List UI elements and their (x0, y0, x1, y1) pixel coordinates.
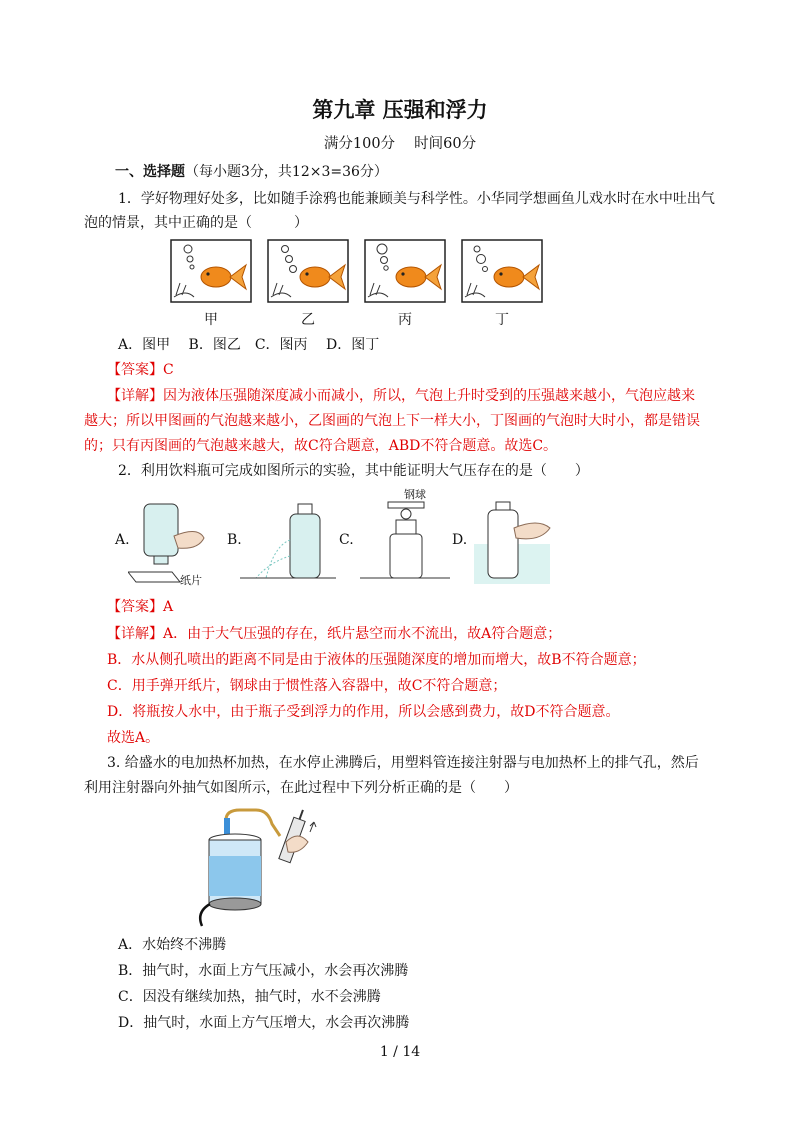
paper-label: 纸片 (180, 574, 202, 587)
q1-answer: 【答案】C (107, 362, 174, 378)
fish-drawing-jia (170, 239, 252, 303)
fig-label-jia: 甲 (204, 312, 218, 328)
q2-conclusion: 故选A。 (107, 730, 160, 746)
page-title: 第九章 压强和浮力 (312, 98, 488, 122)
q2-explain-a: 【详解】A．由于大气压强的存在，纸片悬空而水不流出，故A符合题意； (107, 626, 562, 642)
bottle-steel-ball-drawing (360, 498, 450, 584)
q1-explain-line3: 的；只有丙图画的气泡越来越大，故C符合题意，ABD不符合题意。故选C。 (84, 438, 558, 454)
q2-label-d: D. (452, 532, 468, 548)
fish-drawing-yi (267, 239, 349, 303)
q2-stem: 2．利用饮料瓶可完成如图所示的实验，其中能证明大气压存在的是（ ） (118, 463, 589, 479)
q2-label-a: A. (115, 532, 130, 548)
fish-drawing-ding (461, 239, 543, 303)
heating-cup-syringe-drawing (196, 804, 326, 928)
q2-label-c: C. (339, 532, 354, 548)
q3-option-b: B．抽气时，水面上方气压减小，水会再次沸腾 (118, 963, 409, 979)
q1-explain-line2: 越大；所以甲图画的气泡越来越小，乙图画的气泡上下一样大小，丁图画的气泡时大时小，都是错误 (84, 413, 700, 429)
q1-options: A．图甲 B．图乙 C．图丙 D．图丁 (118, 337, 380, 353)
q2-label-b: B. (227, 532, 242, 548)
page-subtitle: 满分100分 时间60分 (323, 136, 477, 152)
steel-ball-label: 钢球 (404, 488, 426, 501)
fig-label-yi: 乙 (301, 312, 315, 328)
q2-explain-c: C．用手弹开纸片，钢球由于惯性落入容器中，故C不符合题意； (107, 678, 507, 694)
q3-stem-line2: 利用注射器向外抽气如图所示，在此过程中下列分析正确的是（ ） (84, 780, 518, 796)
q3-option-c: C．因没有继续加热，抽气时，水不会沸腾 (118, 989, 381, 1005)
q3-option-a: A．水始终不沸腾 (118, 937, 227, 953)
fig-label-bing: 丙 (398, 312, 412, 328)
q1-stem-line1: 1．学好物理好处多，比如随手涂鸦也能兼顾美与科学性。小华同学想画鱼儿戏水时在水中吐出气 (118, 191, 715, 207)
q3-stem-line1: 3. 给盛水的电加热杯加热，在水停止沸腾后，用塑料管连接注射器与电加热杯上的排气孔，然后 (107, 755, 699, 771)
bottle-side-holes-drawing (240, 500, 336, 584)
q2-explain-d: D．将瓶按人水中，由于瓶子受到浮力的作用，所以会感到费力，故D不符合题意。 (107, 704, 620, 720)
section-heading (115, 162, 388, 182)
section-title: 一、选择题 (115, 164, 185, 180)
q2-explain-b: B．水从侧孔喷出的距离不同是由于液体的压强随深度的增加而增大，故B不符合题意； (107, 652, 646, 668)
section-note: （每小题3分，共12×3=36分） (185, 164, 388, 180)
q1-explain-line1: 【详解】因为液体压强随深度减小而减小，所以，气泡上升时受到的压强越来越小，气泡应越来 (107, 388, 695, 404)
bottle-pressed-water-drawing (470, 498, 554, 586)
q2-answer: 【答案】A (107, 599, 174, 615)
fig-label-ding: 丁 (495, 312, 509, 328)
q3-option-d: D．抽气时，水面上方气压增大，水会再次沸腾 (118, 1015, 410, 1031)
fish-drawing-bing (364, 239, 446, 303)
q1-stem-line2: 泡的情景，其中正确的是（ ） (84, 215, 308, 231)
page-number: 1 / 14 (379, 1044, 421, 1060)
bottle-inverted-paper-drawing (128, 496, 220, 588)
